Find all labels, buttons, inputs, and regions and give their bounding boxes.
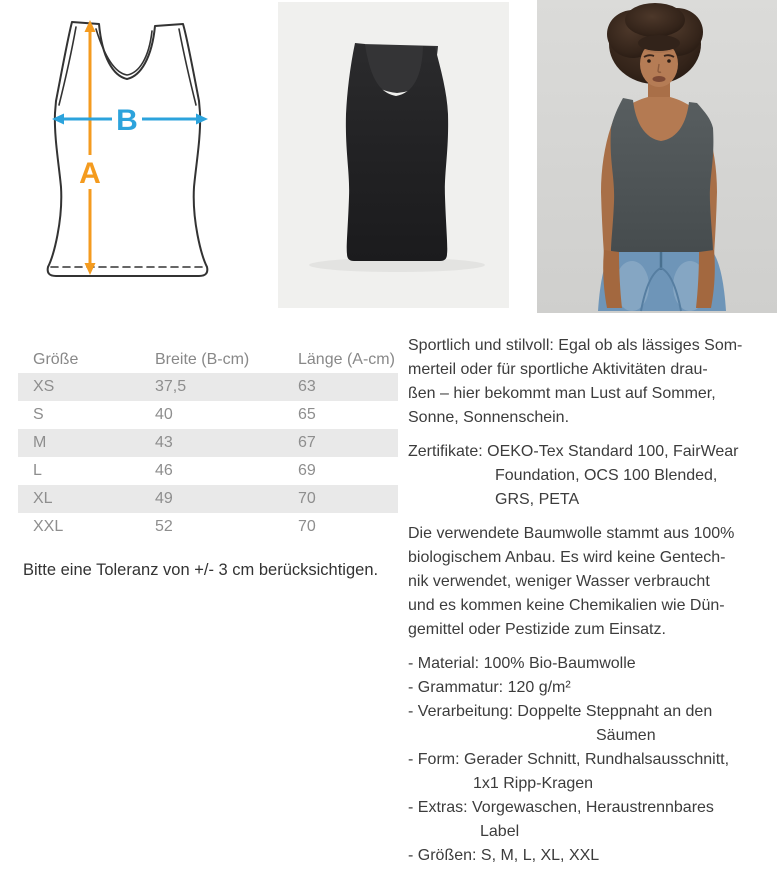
text-line: GRS, PETA <box>495 491 580 508</box>
text-line: gemittel oder Pestizide zum Einsatz. <box>408 621 666 638</box>
cell-breite: 37,5 <box>155 378 187 395</box>
description-certificates <box>408 440 777 512</box>
size-diagram <box>18 5 228 297</box>
text-line: biologischem Anbau. Es wird keine Gentech- <box>408 549 726 566</box>
description-details-list <box>408 652 777 868</box>
text-line: und es kommen keine Chemikalien wie Dün- <box>408 597 725 614</box>
cell-size: XL <box>33 490 53 507</box>
size-diagram-svg <box>18 5 228 297</box>
detail-item: - Extras: Vorgewaschen, Heraustrennbares <box>408 799 714 816</box>
table-row-m <box>18 429 398 457</box>
cell-laenge: 63 <box>298 378 316 395</box>
cell-laenge: 70 <box>298 518 316 535</box>
size-table-header <box>18 346 398 373</box>
text-line: ßen – hier bekommt man Lust auf Sommer, <box>408 385 716 402</box>
black-tank-svg <box>278 2 509 308</box>
cell-laenge: 70 <box>298 490 316 507</box>
cell-breite: 43 <box>155 434 173 451</box>
header-breite: Breite (B-cm) <box>155 350 250 368</box>
model-photo <box>537 0 777 313</box>
cell-size: L <box>33 462 42 479</box>
detail-item-continuation: Säumen <box>596 727 656 744</box>
table-row-xxl <box>18 513 398 541</box>
label-b: B <box>116 104 138 137</box>
cell-breite: 49 <box>155 490 173 507</box>
cell-size: M <box>33 434 47 451</box>
detail-item: - Verarbeitung: Doppelte Steppnaht an den <box>408 703 713 720</box>
detail-item: - Form: Gerader Schnitt, Rundhalsausschnitt, <box>408 751 730 768</box>
text-line: Foundation, OCS 100 Blended, <box>495 467 718 484</box>
text-line: nik verwendet, weniger Wasser verbraucht <box>408 573 710 590</box>
tank-outline <box>48 22 208 276</box>
table-row-l <box>18 457 398 485</box>
detail-item-continuation: 1x1 Ripp-Kragen <box>473 775 594 792</box>
text-line: Sportlich und stilvoll: Egal ob als lässiges Som- <box>408 337 743 354</box>
size-table <box>18 346 398 541</box>
cell-size: XS <box>33 378 55 395</box>
cell-laenge: 69 <box>298 462 316 479</box>
table-row-xl <box>18 485 398 513</box>
detail-item: - Grammatur: 120 g/m² <box>408 679 571 696</box>
text-line: merteil oder für sportliche Aktivitäten drau- <box>408 361 708 378</box>
product-photo-flat <box>278 2 509 308</box>
header-laenge: Länge (A-cm) <box>298 350 395 368</box>
cell-laenge: 67 <box>298 434 316 451</box>
cell-size: XXL <box>33 518 64 535</box>
description-intro <box>408 334 777 430</box>
table-row-xs <box>18 373 398 401</box>
label-a: A <box>79 157 101 190</box>
detail-item: - Material: 100% Bio-Baumwolle <box>408 655 636 672</box>
header-groesse: Größe <box>33 350 79 368</box>
product-description <box>408 334 777 878</box>
text-line: Die verwendete Baumwolle stammt aus 100% <box>408 525 735 542</box>
cell-breite: 46 <box>155 462 173 479</box>
model-photo-svg <box>537 0 777 313</box>
tolerance-note: Bitte eine Toleranz von +/- 3 cm berücksichtigen. <box>23 561 379 579</box>
table-row-s <box>18 401 398 429</box>
cell-breite: 52 <box>155 518 173 535</box>
cell-size: S <box>33 406 44 423</box>
text-line: Zertifikate: OEKO-Tex Standard 100, FairWear <box>408 443 739 460</box>
cell-breite: 40 <box>155 406 173 423</box>
text-line: Sonne, Sonnenschein. <box>408 409 570 426</box>
cell-laenge: 65 <box>298 406 316 423</box>
description-cotton <box>408 522 777 642</box>
detail-item: - Größen: S, M, L, XL, XXL <box>408 847 600 864</box>
detail-item-continuation: Label <box>480 823 520 840</box>
